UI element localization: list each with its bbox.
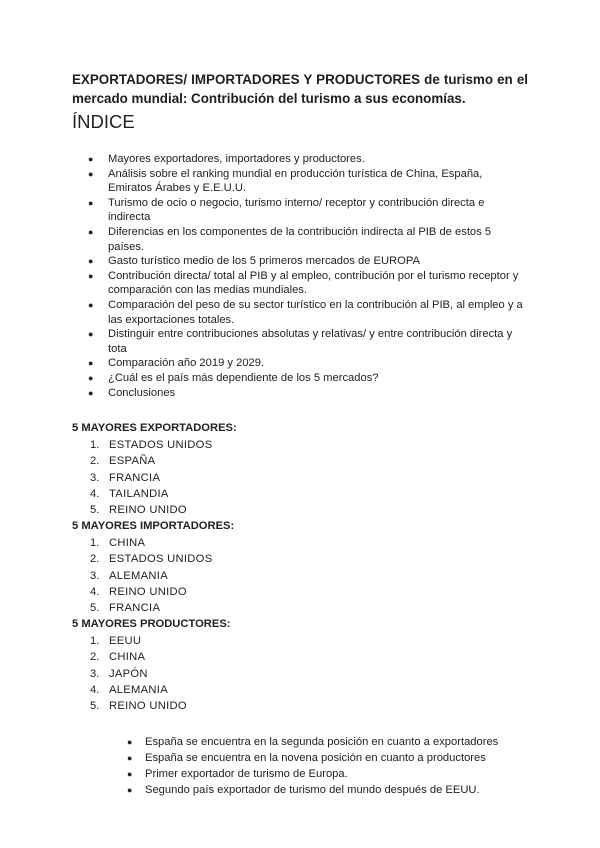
ranking-item: [72, 600, 528, 616]
ranking-list: [72, 437, 528, 518]
bullet-icon: ●: [127, 753, 133, 764]
index-list: [72, 152, 528, 400]
note-label: España se encuentra en la novena posición en cuanto a productores: [145, 752, 486, 765]
ranking-country: ALEMANIA: [109, 569, 168, 582]
ranking-item: [72, 535, 528, 551]
index-item-label: Distinguir entre contribuciones absolutas y relativas/ y entre contribución directa y tota: [108, 328, 513, 355]
ranking-item: [72, 698, 528, 714]
index-item-label: ¿Cuál es el país más dependiente de los 5 mercados?: [108, 371, 379, 384]
index-item: [72, 254, 528, 269]
ranking-country: REINO UNIDO: [109, 503, 187, 516]
ranking-country: CHINA: [109, 537, 146, 550]
bullet-icon: ●: [88, 329, 94, 340]
ranking-number: 1.: [90, 537, 100, 550]
ranking-country: ESTADOS UNIDOS: [109, 439, 213, 452]
ranking-number: 1.: [90, 635, 100, 648]
index-item: [72, 152, 528, 167]
ranking-country: JAPÓN: [109, 667, 148, 680]
ranking-country: EEUU: [109, 635, 142, 648]
ranking-number: 4.: [90, 683, 100, 696]
ranking-item: [72, 584, 528, 600]
ranking-country: FRANCIA: [109, 601, 161, 614]
ranking-country: ESTADOS UNIDOS: [109, 553, 213, 566]
document-page: [72, 70, 528, 798]
ranking-item: [72, 470, 528, 486]
ranking-item: [72, 649, 528, 665]
notes-list: [72, 734, 528, 798]
note-item: [72, 782, 528, 798]
bullet-icon: ●: [88, 154, 94, 164]
ranking-number: 2.: [90, 553, 100, 566]
section-heading: 5 MAYORES IMPORTADORES:: [72, 520, 235, 533]
index-item-label: Comparación del peso de su sector turístico en la contribución al PIB, al empleo y a las exportaciones totales.: [108, 298, 523, 326]
ranking-item: [72, 551, 528, 567]
index-item: [72, 356, 528, 371]
bullet-icon: ●: [88, 226, 94, 237]
rankings-container: [72, 421, 528, 714]
ranking-number: 3.: [90, 667, 100, 680]
ranking-country: TAILANDIA: [109, 487, 169, 500]
index-item: [72, 167, 528, 196]
ranking-country: ALEMANIA: [109, 683, 168, 696]
index-item-label: Turismo de ocio o negocio, turismo interno/ receptor y contribución directa e indirecta: [108, 196, 485, 224]
bullet-icon: ●: [127, 769, 133, 780]
ranking-item: [72, 502, 528, 518]
ranking-list: [72, 535, 528, 616]
ranking-item: [72, 682, 528, 698]
index-item: [72, 298, 528, 327]
note-item: [72, 766, 528, 782]
ranking-country: FRANCIA: [109, 471, 161, 484]
index-item: [72, 196, 528, 225]
index-item-label: Diferencias en los componentes de la contribución indirecta al PIB de estos 5 países.: [108, 225, 492, 253]
index-item: [72, 269, 528, 298]
index-item-label: Contribución directa/ total al PIB y al empleo, contribución por el turismo receptor y comparación con las medias mundiales.: [108, 269, 519, 297]
bullet-icon: ●: [88, 168, 94, 179]
ranking-item: [72, 666, 528, 682]
ranking-number: 5.: [90, 503, 100, 516]
index-heading: ÍNDICE: [72, 111, 135, 132]
ranking-item: [72, 486, 528, 502]
bullet-icon: ●: [127, 737, 133, 748]
ranking-number: 2.: [90, 651, 100, 664]
note-label: Segundo país exportador de turismo del mundo después de EEUU.: [145, 784, 480, 797]
index-item: [72, 327, 528, 356]
bullet-icon: ●: [88, 197, 94, 208]
ranking-number: 3.: [90, 471, 100, 484]
document-title: EXPORTADORES/ IMPORTADORES Y PRODUCTORES de turismo en el mercado mundial: Contribución del turismo a sus economías.: [72, 72, 528, 106]
index-item-label: Comparación año 2019 y 2029.: [108, 357, 265, 370]
ranking-number: 4.: [90, 487, 100, 500]
ranking-number: 2.: [90, 455, 100, 468]
note-item: [72, 750, 528, 766]
section-heading: 5 MAYORES PRODUCTORES:: [72, 618, 231, 631]
ranking-country: ESPAÑA: [109, 455, 156, 468]
index-item-label: Gasto turístico medio de los 5 primeros mercados de EUROPA: [108, 255, 420, 268]
ranking-country: CHINA: [109, 651, 146, 664]
ranking-number: 3.: [90, 569, 100, 582]
ranking-country: REINO UNIDO: [109, 699, 187, 712]
bullet-icon: ●: [88, 256, 94, 267]
note-item: [72, 734, 528, 750]
ranking-number: 5.: [90, 601, 100, 614]
index-item: [72, 371, 528, 386]
bullet-icon: ●: [127, 785, 133, 796]
index-item-label: Conclusiones: [108, 386, 176, 399]
ranking-number: 5.: [90, 699, 100, 712]
index-item-label: Análisis sobre el ranking mundial en producción turística de China, España, Emiratos Árabes y E.E.U.U.: [108, 167, 483, 195]
ranking-country: REINO UNIDO: [109, 585, 187, 598]
note-label: Primer exportador de turismo de Europa.: [145, 768, 348, 781]
ranking-item: [72, 437, 528, 453]
bullet-icon: ●: [88, 372, 94, 383]
index-item-label: Mayores exportadores, importadores y productores.: [108, 153, 365, 165]
bullet-icon: ●: [88, 299, 94, 310]
ranking-item: [72, 568, 528, 584]
bullet-icon: ●: [88, 358, 94, 369]
ranking-item: [72, 633, 528, 649]
index-item: [72, 386, 528, 401]
note-label: España se encuentra en la segunda posición en cuanto a exportadores: [145, 736, 499, 749]
ranking-list: [72, 633, 528, 714]
ranking-item: [72, 453, 528, 469]
ranking-number: 1.: [90, 439, 100, 452]
bullet-icon: ●: [88, 270, 94, 281]
bullet-icon: ●: [88, 387, 94, 398]
ranking-number: 4.: [90, 585, 100, 598]
section-heading: 5 MAYORES EXPORTADORES:: [72, 422, 237, 435]
index-item: [72, 225, 528, 254]
